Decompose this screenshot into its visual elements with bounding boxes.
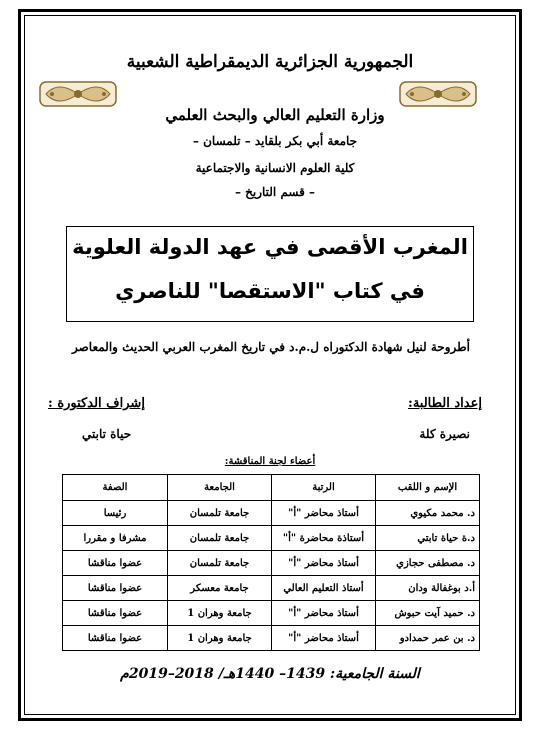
member-rank: أستاذ التعليم العالي	[272, 576, 376, 601]
committee-header-row	[63, 475, 480, 501]
member-university: جامعة وهران 1	[168, 626, 272, 651]
table-row	[63, 601, 480, 626]
member-university: جامعة تلمسان	[168, 526, 272, 551]
thesis-title-box	[66, 226, 474, 322]
header-name: الإسم و اللقب	[376, 475, 480, 501]
ministry-heading: وزارة التعليم العالي والبحث العلمي	[165, 106, 385, 124]
thesis-title-line1: المغرب الأقصى في عهد الدولة العلوية	[72, 235, 468, 259]
table-row	[63, 626, 480, 651]
member-rank: أستاذة محاضرة "أ"	[272, 526, 376, 551]
republic-heading: الجمهورية الجزائرية الديمقراطية الشعبية	[126, 52, 414, 72]
committee-table	[62, 474, 480, 651]
member-rank: أستاذ محاضر "أ"	[272, 626, 376, 651]
member-name: د.ة حياة تابتي	[376, 526, 480, 551]
header-university: الجامعة	[168, 475, 272, 501]
header-role: الصفة	[63, 475, 168, 501]
student-name: نصيرة كلة	[419, 427, 470, 441]
department-name: – قسم التاريخ –	[234, 185, 316, 199]
supervisor-name: حياة تابتي	[82, 427, 132, 441]
member-university: جامعة تلمسان	[168, 501, 272, 526]
member-university: جامعة وهران 1	[168, 601, 272, 626]
member-name: أ.د بوغفالة ودان	[376, 576, 480, 601]
member-university: جامعة معسكر	[168, 576, 272, 601]
supervisor-label: إشراف الدكتورة :	[48, 396, 145, 411]
member-rank: أستاذ محاضر "أ"	[272, 551, 376, 576]
member-name: د. حميد آيت حبوش	[376, 601, 480, 626]
academic-year: السنة الجامعية: 1439– 1440هـ/ 2018–2019م	[120, 666, 420, 682]
table-row	[63, 551, 480, 576]
member-name: د. محمد مكيوي	[376, 501, 480, 526]
member-role: عضوا مناقشا	[63, 576, 168, 601]
member-name: د. بن عمر حمدادو	[376, 626, 480, 651]
prepared-by-label: إعداد الطالبة:	[408, 396, 482, 411]
table-row	[63, 576, 480, 601]
member-role: عضوا مناقشا	[63, 601, 168, 626]
thesis-title-line2: في كتاب "الاستقصا" للناصري	[115, 279, 425, 303]
member-role: عضوا مناقشا	[63, 551, 168, 576]
table-row	[63, 526, 480, 551]
table-row	[63, 501, 480, 526]
faculty-name: كلية العلوم الانسانية والاجتماعية	[195, 161, 355, 175]
member-rank: أستاذ محاضر "أ"	[272, 501, 376, 526]
university-name: جامعة أبي بكر بلقايد – تلمسان –	[192, 134, 358, 148]
thesis-statement: أطروحة لنيل شهادة الدكتوراه ل.م.د في تاريخ المغرب العربي الحديث والمعاصر	[71, 340, 470, 354]
member-role: مشرفا و مقررا	[63, 526, 168, 551]
ornament-right-icon	[398, 78, 478, 110]
ornament-left-icon	[38, 78, 118, 110]
member-role: عضوا مناقشا	[63, 626, 168, 651]
member-name: د. مصطفى حجازي	[376, 551, 480, 576]
committee-title: أعضاء لجنة المناقشة:	[224, 456, 316, 467]
member-rank: أستاذ محاضر "أ"	[272, 601, 376, 626]
member-university: جامعة تلمسان	[168, 551, 272, 576]
header-rank: الرتبة	[272, 475, 376, 501]
member-role: رئيسا	[63, 501, 168, 526]
